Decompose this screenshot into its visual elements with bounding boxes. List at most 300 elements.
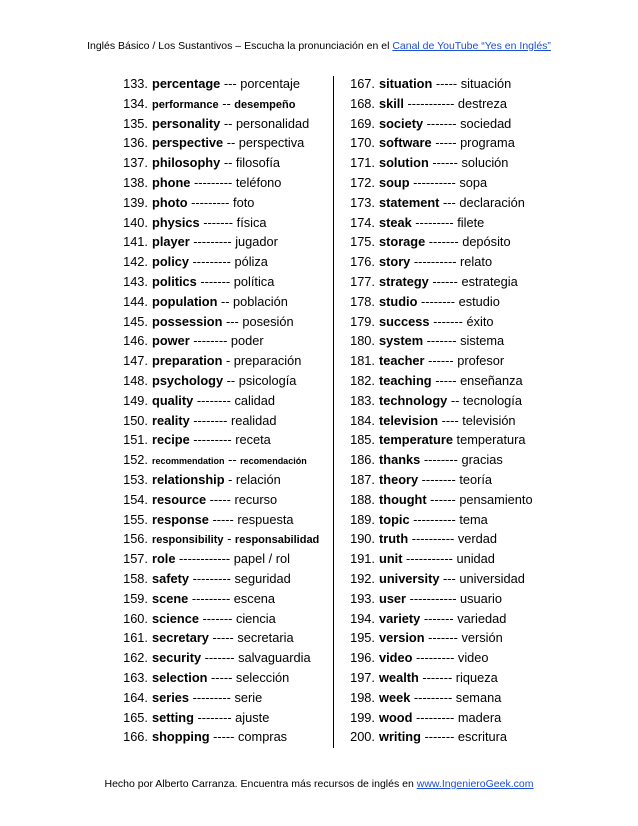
english-word: temperature <box>379 432 453 448</box>
english-word: role <box>152 551 176 567</box>
english-word: topic <box>379 511 410 527</box>
vocab-row <box>118 351 328 371</box>
separator-dashes: --------- <box>193 432 232 448</box>
spanish-translation: psicología <box>238 372 297 388</box>
page-footer <box>0 778 638 790</box>
vocab-row <box>345 708 575 728</box>
entry-number: 145. <box>123 313 148 329</box>
separator-dashes: -- <box>228 452 237 468</box>
english-word: television <box>379 412 439 428</box>
vocab-row <box>345 411 575 431</box>
entry-number: 154. <box>123 491 148 507</box>
spanish-translation: foto <box>233 194 255 210</box>
spanish-translation: seguridad <box>234 570 291 586</box>
separator-dashes: -------- <box>423 452 458 468</box>
separator-dashes: ----- <box>435 76 458 91</box>
entry-number: 190. <box>350 531 375 547</box>
vocab-row <box>118 371 328 391</box>
header-text: Inglés Básico / Los Sustantivos – Escucha la pronunciación en el <box>87 40 393 52</box>
vocab-row <box>118 213 328 233</box>
vocab-row <box>118 589 328 609</box>
vocab-row <box>345 371 575 391</box>
english-word: security <box>152 650 202 666</box>
english-word: teaching <box>379 372 432 388</box>
vocab-row <box>118 252 328 272</box>
separator-dashes: ---------- <box>411 531 455 547</box>
separator-dashes: ------- <box>203 214 234 230</box>
vocab-row <box>118 173 328 193</box>
separator-dashes: ----- <box>212 630 234 646</box>
vocab-row <box>345 510 575 530</box>
separator-dashes: ------- <box>200 273 231 289</box>
spanish-translation: calidad <box>234 392 276 408</box>
english-word: wealth <box>379 669 419 685</box>
entry-number: 170. <box>350 135 375 151</box>
vocab-row <box>118 430 328 450</box>
separator-dashes: -- <box>222 95 231 111</box>
separator-dashes: ----- <box>435 135 457 151</box>
english-word: user <box>379 590 407 606</box>
entry-number: 146. <box>123 333 148 349</box>
vocab-row <box>118 193 328 213</box>
vocab-row <box>345 74 575 94</box>
spanish-translation: ajuste <box>235 709 270 725</box>
separator-dashes: --------- <box>193 174 233 190</box>
english-word: quality <box>152 392 194 408</box>
separator-dashes: --------- <box>192 570 231 586</box>
vocab-row <box>118 727 328 747</box>
separator-dashes: ------- <box>428 630 458 646</box>
entry-number: 180. <box>350 333 375 349</box>
separator-dashes: --------- <box>416 650 455 666</box>
entry-number: 182. <box>350 372 375 388</box>
entry-number: 168. <box>350 95 375 111</box>
english-word: personality <box>152 115 221 131</box>
vocab-row <box>118 74 328 94</box>
spanish-translation: situación <box>460 76 512 91</box>
vocab-row <box>118 94 328 114</box>
vocab-row <box>118 648 328 668</box>
english-word: soup <box>379 174 410 190</box>
separator-dashes: ----- <box>212 511 234 527</box>
english-word: possession <box>152 313 223 329</box>
separator-dashes: --- <box>443 570 456 586</box>
spanish-translation: jugador <box>235 234 278 250</box>
vocab-row <box>345 628 575 648</box>
separator-dashes: ------- <box>424 729 455 745</box>
vocab-row <box>345 727 575 747</box>
entry-number: 155. <box>123 511 148 527</box>
entry-number: 149. <box>123 392 148 408</box>
spanish-translation: estudio <box>458 293 500 309</box>
entry-number: 160. <box>123 610 148 626</box>
spanish-translation: relato <box>460 254 493 270</box>
english-word: variety <box>379 610 421 626</box>
spanish-translation: física <box>236 214 267 230</box>
english-word: series <box>152 689 190 705</box>
vocab-column-right <box>345 74 575 747</box>
separator-dashes: -- <box>223 155 233 171</box>
separator-dashes: -- <box>226 372 236 388</box>
entry-number: 162. <box>123 650 148 666</box>
spanish-translation: responsabilidad <box>234 534 320 547</box>
separator-dashes: --- <box>443 194 456 210</box>
vocab-row <box>345 153 575 173</box>
separator-dashes: ------ <box>430 491 456 507</box>
english-word: policy <box>152 254 189 270</box>
vocab-row <box>118 232 328 252</box>
spanish-translation: estrategia <box>461 273 518 289</box>
vocab-row <box>118 411 328 431</box>
english-word: shopping <box>152 729 210 745</box>
english-word: recommendation <box>152 456 225 467</box>
spanish-translation: temperatura <box>456 432 526 448</box>
separator-dashes: --------- <box>191 194 230 210</box>
entry-number: 140. <box>123 214 148 230</box>
spanish-translation: variedad <box>457 610 507 626</box>
separator-dashes: ------- <box>426 115 457 131</box>
separator-dashes: -- <box>450 392 460 408</box>
spanish-translation: preparación <box>233 353 302 369</box>
english-word: philosophy <box>152 155 221 171</box>
vocab-row <box>345 490 575 510</box>
entry-number: 196. <box>350 650 375 666</box>
entry-number: 163. <box>123 669 148 685</box>
vocab-row <box>118 668 328 688</box>
entry-number: 189. <box>350 511 375 527</box>
english-word: thought <box>379 491 427 507</box>
spanish-translation: ciencia <box>235 610 276 626</box>
entry-number: 166. <box>123 729 148 745</box>
spanish-translation: papel / rol <box>233 551 290 567</box>
english-word: technology <box>379 392 448 408</box>
entry-number: 167. <box>350 76 375 91</box>
english-word: society <box>379 115 424 131</box>
separator-dashes: ------- <box>428 234 459 250</box>
separator-dashes: -------- <box>420 293 456 309</box>
entry-number: 195. <box>350 630 375 646</box>
english-word: secretary <box>152 630 209 646</box>
vocab-row <box>345 391 575 411</box>
entry-number: 157. <box>123 551 148 567</box>
separator-dashes: --- <box>223 76 237 91</box>
entry-number: 138. <box>123 174 148 190</box>
entry-number: 169. <box>350 115 375 131</box>
separator-dashes: ----------- <box>409 590 457 606</box>
vocab-row <box>345 292 575 312</box>
spanish-translation: relación <box>235 471 281 487</box>
english-word: performance <box>152 98 219 111</box>
vocab-row <box>345 252 575 272</box>
entry-number: 183. <box>350 392 375 408</box>
spanish-translation: programa <box>460 135 515 151</box>
english-word: percentage <box>152 76 221 91</box>
separator-dashes: - <box>225 353 231 369</box>
english-word: reality <box>152 412 190 428</box>
separator-dashes: ----- <box>211 669 233 685</box>
vocab-row <box>345 312 575 332</box>
spanish-translation: tema <box>459 511 488 527</box>
entry-number: 165. <box>123 709 148 725</box>
spanish-translation: universidad <box>459 570 525 586</box>
vocab-row <box>118 549 328 569</box>
english-word: power <box>152 333 190 349</box>
vocab-row <box>345 648 575 668</box>
spanish-translation: compras <box>238 729 288 745</box>
entry-number: 133. <box>123 76 148 91</box>
spanish-translation: póliza <box>234 254 268 270</box>
separator-dashes: ------- <box>422 669 453 685</box>
vocab-row <box>118 490 328 510</box>
vocab-row <box>345 430 575 450</box>
spanish-translation: pensamiento <box>459 491 533 507</box>
english-word: skill <box>379 95 404 111</box>
separator-dashes: --------- <box>192 689 231 705</box>
spanish-translation: serie <box>234 689 263 705</box>
vocab-column-left <box>118 74 328 747</box>
english-word: storage <box>379 234 426 250</box>
vocab-row <box>118 153 328 173</box>
vocab-row <box>118 688 328 708</box>
spanish-translation: sopa <box>459 174 488 190</box>
separator-dashes: -------- <box>197 709 232 725</box>
separator-dashes: --------- <box>192 254 231 270</box>
english-word: photo <box>152 194 188 210</box>
entry-number: 194. <box>350 610 375 626</box>
vocab-row <box>345 331 575 351</box>
entry-number: 142. <box>123 254 148 270</box>
entry-number: 152. <box>123 452 148 468</box>
separator-dashes: ----- <box>213 729 235 745</box>
separator-dashes: ------------ <box>179 551 231 567</box>
english-word: steak <box>379 214 412 230</box>
spanish-translation: depósito <box>462 234 511 250</box>
english-word: setting <box>152 709 194 725</box>
separator-dashes: ------ <box>432 155 458 171</box>
separator-dashes: --------- <box>415 709 455 725</box>
entry-number: 175. <box>350 234 375 250</box>
vocab-row <box>345 569 575 589</box>
english-word: software <box>379 135 432 151</box>
vocab-row <box>118 114 328 134</box>
vocab-row <box>345 173 575 193</box>
spanish-translation: destreza <box>457 95 508 111</box>
entry-number: 135. <box>123 115 148 131</box>
english-word: version <box>379 630 425 646</box>
spanish-translation: verdad <box>457 531 498 547</box>
separator-dashes: ------- <box>202 610 233 626</box>
entry-number: 181. <box>350 353 375 369</box>
vocab-row <box>345 213 575 233</box>
english-word: video <box>379 650 413 666</box>
spanish-translation: sociedad <box>460 115 512 131</box>
vocab-row <box>345 450 575 470</box>
english-word: story <box>379 254 411 270</box>
vocab-row <box>345 114 575 134</box>
spanish-translation: recomendación <box>240 456 307 467</box>
spanish-translation: realidad <box>230 412 277 428</box>
spanish-translation: población <box>233 293 288 309</box>
entry-number: 161. <box>123 630 148 646</box>
separator-dashes: ----- <box>435 372 457 388</box>
spanish-translation: profesor <box>457 353 505 369</box>
english-word: statement <box>379 194 440 210</box>
vocab-row <box>345 688 575 708</box>
english-word: solution <box>379 155 429 171</box>
entry-number: 137. <box>123 155 148 171</box>
english-word: thanks <box>379 452 421 468</box>
english-word: selection <box>152 669 208 685</box>
entry-number: 178. <box>350 293 375 309</box>
vocab-row <box>345 589 575 609</box>
entry-number: 184. <box>350 412 375 428</box>
separator-dashes: ---------- <box>413 511 456 527</box>
spanish-translation: sistema <box>460 333 505 349</box>
english-word: science <box>152 610 199 626</box>
spanish-translation: escritura <box>457 729 507 745</box>
english-word: psychology <box>152 372 224 388</box>
spanish-translation: respuesta <box>237 511 294 527</box>
vocab-row <box>118 470 328 490</box>
spanish-translation: éxito <box>466 313 494 329</box>
english-word: strategy <box>379 273 429 289</box>
entry-number: 151. <box>123 432 148 448</box>
separator-dashes: -------- <box>421 471 456 487</box>
entry-number: 171. <box>350 155 375 171</box>
entry-number: 176. <box>350 254 375 270</box>
separator-dashes: --------- <box>193 234 232 250</box>
english-word: wood <box>379 709 413 725</box>
entry-number: 148. <box>123 372 148 388</box>
separator-dashes: - <box>228 471 233 487</box>
separator-dashes: ------- <box>433 313 463 329</box>
separator-dashes: ------- <box>204 650 235 666</box>
separator-dashes: -- <box>220 293 230 309</box>
separator-dashes: --------- <box>415 214 454 230</box>
english-word: university <box>379 570 440 586</box>
vocab-row <box>345 232 575 252</box>
english-word: recipe <box>152 432 190 448</box>
separator-dashes: ---------- <box>413 254 457 270</box>
entry-number: 179. <box>350 313 375 329</box>
entry-number: 143. <box>123 273 148 289</box>
english-word: teacher <box>379 353 425 369</box>
separator-dashes: -------- <box>193 333 228 349</box>
vocab-row <box>345 470 575 490</box>
english-word: politics <box>152 273 197 289</box>
english-word: theory <box>379 471 419 487</box>
separator-dashes: --------- <box>191 590 231 606</box>
spanish-translation: madera <box>457 709 502 725</box>
entry-number: 144. <box>123 293 148 309</box>
spanish-translation: salvaguardia <box>238 650 311 666</box>
separator-dashes: -------- <box>196 392 231 408</box>
spanish-translation: enseñanza <box>460 372 523 388</box>
english-word: success <box>379 313 430 329</box>
vocab-row <box>118 391 328 411</box>
spanish-translation: perspectiva <box>238 135 305 151</box>
vocab-row <box>345 668 575 688</box>
spanish-translation: filosofía <box>235 155 281 171</box>
entry-number: 147. <box>123 353 148 369</box>
separator-dashes: ----------- <box>406 551 453 567</box>
entry-number: 198. <box>350 689 375 705</box>
entry-number: 187. <box>350 471 375 487</box>
entry-number: 174. <box>350 214 375 230</box>
spanish-translation: receta <box>235 432 271 448</box>
spanish-translation: usuario <box>460 590 503 606</box>
footer-text: Hecho por Alberto Carranza. Encuentra más recursos de inglés en <box>104 778 417 790</box>
separator-dashes: --- <box>225 313 239 329</box>
entry-number: 199. <box>350 709 375 725</box>
vocab-row <box>345 94 575 114</box>
vocab-row <box>118 450 328 470</box>
english-word: population <box>152 293 218 309</box>
spanish-translation: porcentaje <box>240 76 300 91</box>
english-word: week <box>379 689 411 705</box>
separator-dashes: ---- <box>441 412 459 428</box>
separator-dashes: --------- <box>413 689 453 705</box>
separator-dashes: ----- <box>209 491 231 507</box>
vocab-row <box>345 529 575 549</box>
spanish-translation: selección <box>235 669 290 685</box>
english-word: unit <box>379 551 403 567</box>
entry-number: 186. <box>350 452 375 468</box>
entry-number: 150. <box>123 412 148 428</box>
entry-number: 177. <box>350 273 375 289</box>
vocab-row <box>118 292 328 312</box>
separator-dashes: -- <box>223 115 233 131</box>
vocab-row <box>345 193 575 213</box>
website-link[interactable]: www.IngenieroGeek.com <box>416 778 534 790</box>
entry-number: 191. <box>350 551 375 567</box>
entry-number: 185. <box>350 432 375 448</box>
spanish-translation: tecnología <box>462 392 522 408</box>
entry-number: 136. <box>123 135 148 151</box>
entry-number: 188. <box>350 491 375 507</box>
english-word: situation <box>379 76 433 91</box>
spanish-translation: desempeño <box>234 98 296 111</box>
vocab-row <box>118 312 328 332</box>
entry-number: 193. <box>350 590 375 606</box>
entry-number: 141. <box>123 234 148 250</box>
english-word: truth <box>379 531 409 547</box>
vocab-row <box>345 133 575 153</box>
english-word: preparation <box>152 353 223 369</box>
vocab-row <box>118 331 328 351</box>
vocab-row <box>118 510 328 530</box>
entry-number: 153. <box>123 471 148 487</box>
spanish-translation: televisión <box>462 412 516 428</box>
vocab-row <box>345 272 575 292</box>
spanish-translation: teoría <box>459 471 493 487</box>
youtube-channel-link[interactable]: Canal de YouTube “Yes en Inglés” <box>392 40 551 52</box>
separator-dashes: ------- <box>426 333 457 349</box>
separator-dashes: -------- <box>193 412 228 428</box>
english-word: phone <box>152 174 191 190</box>
english-word: physics <box>152 214 200 230</box>
vocab-row <box>118 529 328 549</box>
vocab-row <box>118 609 328 629</box>
separator-dashes: ----------- <box>407 95 455 111</box>
page-header <box>0 40 638 52</box>
entry-number: 158. <box>123 570 148 586</box>
spanish-translation: gracias <box>461 452 503 468</box>
spanish-translation: filete <box>457 214 485 230</box>
english-word: response <box>152 511 209 527</box>
separator-dashes: ------ <box>428 353 454 369</box>
english-word: player <box>152 234 190 250</box>
